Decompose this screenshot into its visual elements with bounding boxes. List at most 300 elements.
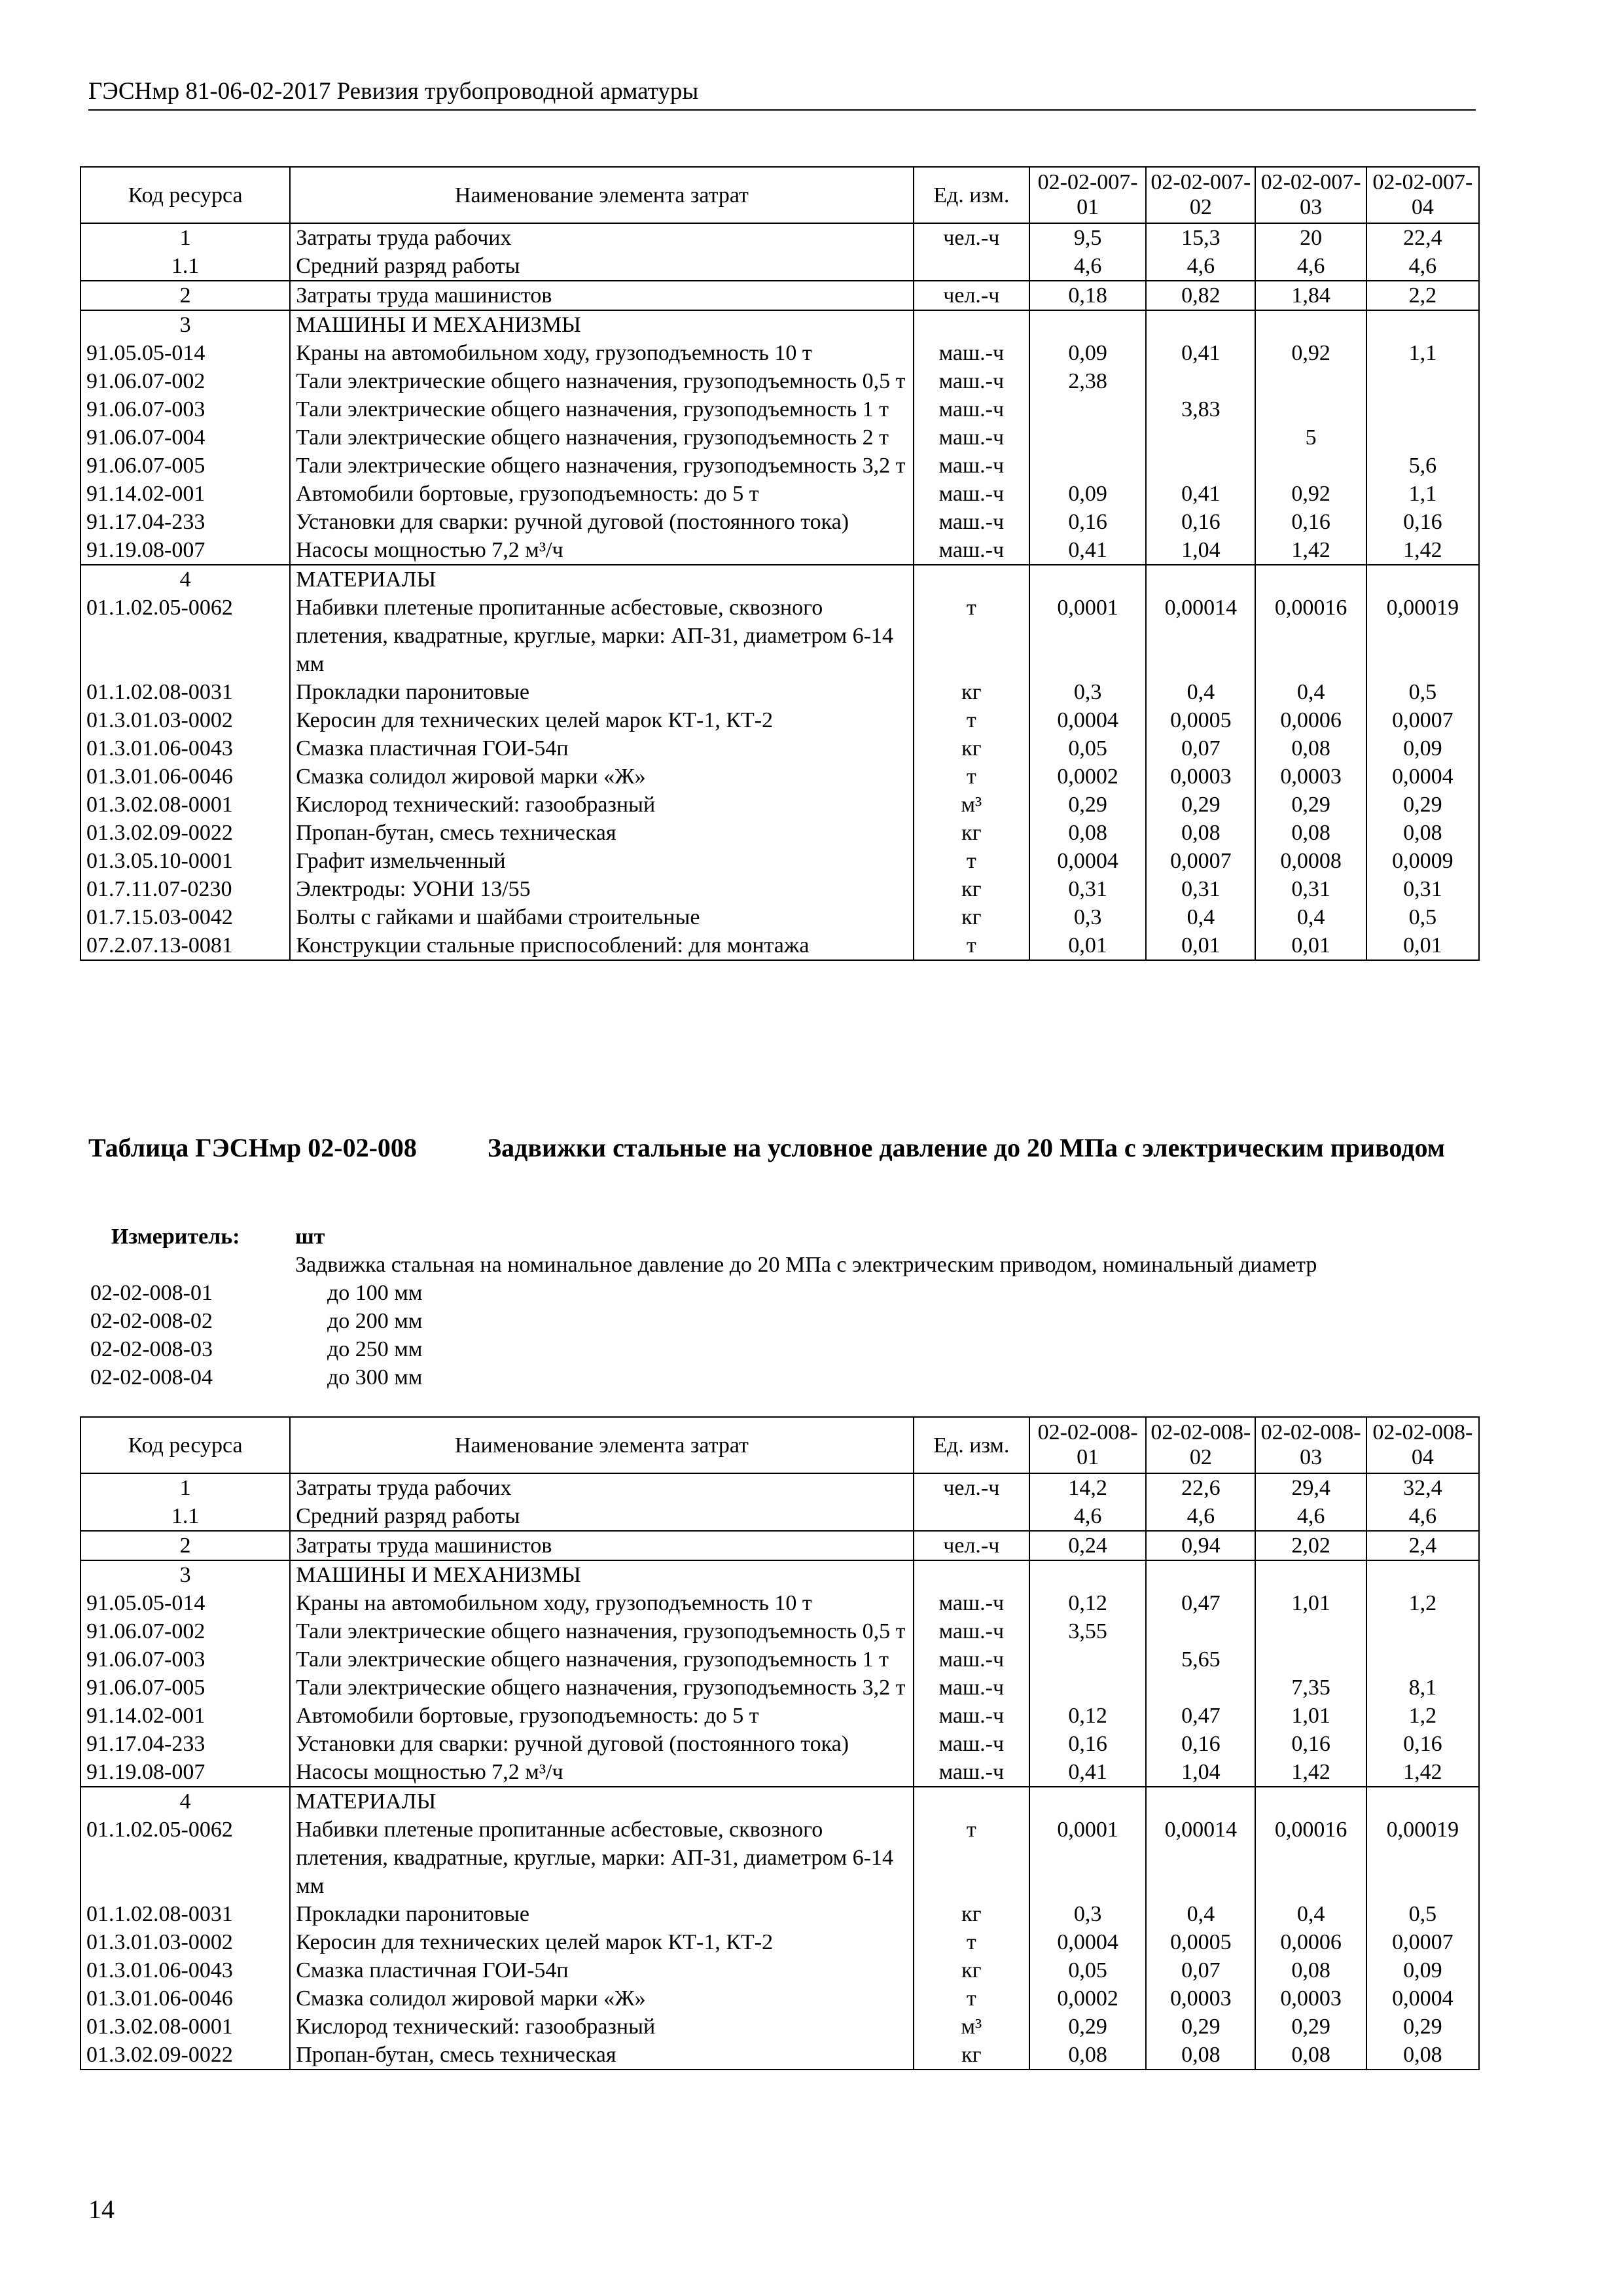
value-cell: 1,42 — [1366, 1758, 1479, 1787]
value-cell: 1,1 — [1366, 339, 1479, 367]
unit-cell: маш.-ч — [914, 536, 1029, 565]
resource-name: Затраты труда машинистов — [290, 1531, 913, 1560]
resource-name: Автомобили бортовые, грузоподъемность: до 5 т — [290, 1702, 913, 1730]
resource-code: 91.14.02-001 — [80, 480, 290, 508]
value-cell: 1,01 — [1255, 1702, 1366, 1730]
value-cell: 15,3 — [1146, 223, 1255, 252]
table-row — [80, 2041, 1479, 2070]
value-cell: 0,08 — [1029, 819, 1146, 847]
unit-cell: маш.-ч — [914, 1702, 1029, 1730]
unit-cell: т — [914, 706, 1029, 734]
value-cell: 0,5 — [1366, 1900, 1479, 1928]
resource-code: 1 — [80, 223, 290, 252]
value-cell: 0,08 — [1366, 819, 1479, 847]
table-row — [80, 1645, 1479, 1674]
resource-name: Керосин для технических целей марок КТ-1, КТ-2 — [290, 706, 913, 734]
table-row — [80, 734, 1479, 762]
value-cell: 1,84 — [1255, 281, 1366, 310]
resource-table-007 — [80, 166, 1480, 961]
unit-cell — [914, 310, 1029, 339]
unit-cell: т — [914, 1928, 1029, 1956]
value-cell: 0,07 — [1146, 1956, 1255, 1984]
value-cell: 0,00014 — [1146, 594, 1255, 678]
resource-code: 01.3.02.09-0022 — [80, 2041, 290, 2070]
resource-code: 07.2.07.13-0081 — [80, 931, 290, 960]
unit-cell: маш.-ч — [914, 1730, 1029, 1758]
value-cell — [1146, 452, 1255, 480]
value-cell: 5,6 — [1366, 452, 1479, 480]
value-cell: 4,6 — [1029, 1502, 1146, 1531]
value-cell: 4,6 — [1029, 252, 1146, 281]
value-cell — [1255, 367, 1366, 395]
column-header: 02-02-007-03 — [1255, 167, 1366, 223]
resource-name: Затраты труда рабочих — [290, 1473, 913, 1502]
value-cell: 0,31 — [1146, 875, 1255, 903]
table-row — [80, 508, 1479, 536]
value-cell: 0,82 — [1146, 281, 1255, 310]
column-header: Ед. изм. — [914, 1417, 1029, 1473]
resource-name: Затраты труда рабочих — [290, 223, 913, 252]
value-cell — [1366, 367, 1479, 395]
value-cell: 0,92 — [1255, 339, 1366, 367]
table-row — [80, 339, 1479, 367]
resource-name: Смазка солидол жировой марки «Ж» — [290, 1984, 913, 2013]
resource-code: 1.1 — [80, 252, 290, 281]
value-cell: 0,00019 — [1366, 1816, 1479, 1900]
value-cell — [1146, 423, 1255, 452]
table-row — [80, 1984, 1479, 2013]
value-cell — [1366, 1617, 1479, 1645]
table-row — [80, 1787, 1479, 1816]
value-cell: 0,01 — [1366, 931, 1479, 960]
value-cell: 1,42 — [1255, 536, 1366, 565]
table-row — [80, 678, 1479, 706]
resource-name: Электроды: УОНИ 13/55 — [290, 875, 913, 903]
unit-cell: кг — [914, 1956, 1029, 1984]
value-cell: 0,31 — [1366, 875, 1479, 903]
resource-name: МАТЕРИАЛЫ — [290, 565, 913, 594]
resource-table-008 — [80, 1416, 1480, 2070]
value-cell — [1029, 310, 1146, 339]
measure-item-code: 02-02-008-02 — [90, 1309, 213, 1333]
column-header: Наименование элемента затрат — [290, 167, 913, 223]
resource-code: 2 — [80, 1531, 290, 1560]
column-header: 02-02-008-04 — [1366, 1417, 1479, 1473]
value-cell: 0,12 — [1029, 1589, 1146, 1617]
value-cell: 0,0006 — [1255, 1928, 1366, 1956]
value-cell: 0,94 — [1146, 1531, 1255, 1560]
value-cell — [1146, 1674, 1255, 1702]
value-cell: 0,4 — [1255, 903, 1366, 931]
value-cell: 0,29 — [1029, 2013, 1146, 2041]
measure-item-text: до 250 мм — [327, 1337, 423, 1361]
value-cell — [1029, 452, 1146, 480]
value-cell: 0,05 — [1029, 734, 1146, 762]
resource-code: 01.3.02.08-0001 — [80, 791, 290, 819]
resource-code: 91.17.04-233 — [80, 508, 290, 536]
table-row — [80, 706, 1479, 734]
resource-name: Прокладки паронитовые — [290, 678, 913, 706]
unit-cell — [914, 1560, 1029, 1589]
value-cell: 0,29 — [1146, 791, 1255, 819]
resource-code: 3 — [80, 1560, 290, 1589]
resource-name: Насосы мощностью 7,2 м³/ч — [290, 536, 913, 565]
table-row — [80, 536, 1479, 565]
resource-code: 91.05.05-014 — [80, 339, 290, 367]
unit-cell: маш.-ч — [914, 480, 1029, 508]
value-cell — [1029, 1560, 1146, 1589]
value-cell: 0,16 — [1146, 1730, 1255, 1758]
resource-code: 91.19.08-007 — [80, 536, 290, 565]
value-cell: 0,08 — [1029, 2041, 1146, 2070]
unit-cell: т — [914, 847, 1029, 875]
unit-cell: т — [914, 1984, 1029, 2013]
value-cell: 0,05 — [1029, 1956, 1146, 1984]
value-cell: 0,01 — [1255, 931, 1366, 960]
resource-code: 01.3.01.06-0046 — [80, 1984, 290, 2013]
resource-name: Тали электрические общего назначения, грузоподъемность 2 т — [290, 423, 913, 452]
value-cell: 20 — [1255, 223, 1366, 252]
resource-code: 01.3.05.10-0001 — [80, 847, 290, 875]
unit-cell: маш.-ч — [914, 1645, 1029, 1674]
resource-name: МАШИНЫ И МЕХАНИЗМЫ — [290, 1560, 913, 1589]
unit-cell: кг — [914, 2041, 1029, 2070]
resource-code: 91.06.07-003 — [80, 1645, 290, 1674]
value-cell: 0,08 — [1255, 2041, 1366, 2070]
measure-unit: шт — [295, 1225, 325, 1249]
measure-item-code: 02-02-008-01 — [90, 1281, 213, 1305]
table-row — [80, 423, 1479, 452]
measure-label: Измеритель: — [111, 1225, 240, 1249]
value-cell — [1366, 1787, 1479, 1816]
column-header: 02-02-007-01 — [1029, 167, 1146, 223]
value-cell: 1,2 — [1366, 1589, 1479, 1617]
unit-cell: маш.-ч — [914, 423, 1029, 452]
value-cell: 0,3 — [1029, 903, 1146, 931]
table-row — [80, 847, 1479, 875]
table-row — [80, 565, 1479, 594]
table-row — [80, 1956, 1479, 1984]
value-cell: 0,09 — [1029, 480, 1146, 508]
value-cell: 22,6 — [1146, 1473, 1255, 1502]
resource-name: Краны на автомобильном ходу, грузоподъемность 10 т — [290, 339, 913, 367]
value-cell: 5 — [1255, 423, 1366, 452]
value-cell: 4,6 — [1255, 1502, 1366, 1531]
value-cell: 0,16 — [1255, 1730, 1366, 1758]
resource-name: Средний разряд работы — [290, 252, 913, 281]
unit-cell: т — [914, 1816, 1029, 1900]
value-cell: 0,4 — [1255, 1900, 1366, 1928]
value-cell: 0,29 — [1366, 791, 1479, 819]
table-row — [80, 1900, 1479, 1928]
table-row — [80, 1502, 1479, 1531]
value-cell — [1146, 1617, 1255, 1645]
resource-code: 91.17.04-233 — [80, 1730, 290, 1758]
value-cell: 2,2 — [1366, 281, 1479, 310]
value-cell — [1366, 1645, 1479, 1674]
unit-cell — [914, 1502, 1029, 1531]
value-cell: 0,0004 — [1029, 706, 1146, 734]
value-cell: 0,16 — [1029, 508, 1146, 536]
value-cell: 0,08 — [1255, 734, 1366, 762]
value-cell — [1366, 565, 1479, 594]
resource-name: Тали электрические общего назначения, грузоподъемность 1 т — [290, 1645, 913, 1674]
value-cell: 0,0004 — [1366, 1984, 1479, 2013]
measure-item-code: 02-02-008-04 — [90, 1365, 213, 1390]
table-header-row — [80, 167, 1479, 223]
resource-code: 2 — [80, 281, 290, 310]
unit-cell: маш.-ч — [914, 452, 1029, 480]
table-row — [80, 1758, 1479, 1787]
table-row — [80, 310, 1479, 339]
value-cell — [1255, 1617, 1366, 1645]
resource-code: 91.06.07-005 — [80, 452, 290, 480]
table-row — [80, 762, 1479, 791]
value-cell: 0,0003 — [1255, 1984, 1366, 2013]
value-cell: 0,0008 — [1255, 847, 1366, 875]
value-cell: 0,92 — [1255, 480, 1366, 508]
column-header: 02-02-008-03 — [1255, 1417, 1366, 1473]
value-cell: 0,16 — [1255, 508, 1366, 536]
resource-code: 4 — [80, 1787, 290, 1816]
value-cell: 2,02 — [1255, 1531, 1366, 1560]
table-row — [80, 1617, 1479, 1645]
value-cell: 2,4 — [1366, 1531, 1479, 1560]
table-row — [80, 903, 1479, 931]
value-cell — [1255, 1560, 1366, 1589]
resource-code: 01.1.02.05-0062 — [80, 1816, 290, 1900]
resource-name: Кислород технический: газообразный — [290, 2013, 913, 2041]
table-row — [80, 281, 1479, 310]
value-cell: 4,6 — [1146, 1502, 1255, 1531]
value-cell: 0,0007 — [1146, 847, 1255, 875]
resource-code: 91.06.07-004 — [80, 423, 290, 452]
table-row — [80, 1730, 1479, 1758]
resource-name: Набивки плетеные пропитанные асбестовые, сквозного плетения, квадратные, круглые, марки: АП-31, диаметром 6-14 мм — [290, 594, 913, 678]
column-header: Код ресурса — [80, 1417, 290, 1473]
value-cell — [1255, 310, 1366, 339]
value-cell: 8,1 — [1366, 1674, 1479, 1702]
value-cell: 0,0005 — [1146, 1928, 1255, 1956]
value-cell: 0,0003 — [1255, 762, 1366, 791]
resource-name: Кислород технический: газообразный — [290, 791, 913, 819]
value-cell: 0,0002 — [1029, 1984, 1146, 2013]
value-cell: 0,5 — [1366, 903, 1479, 931]
value-cell — [1146, 1560, 1255, 1589]
resource-name: Прокладки паронитовые — [290, 1900, 913, 1928]
unit-cell: маш.-ч — [914, 1589, 1029, 1617]
value-cell: 0,4 — [1146, 1900, 1255, 1928]
unit-cell: кг — [914, 903, 1029, 931]
table-row — [80, 791, 1479, 819]
table-row — [80, 819, 1479, 847]
resource-code: 91.14.02-001 — [80, 1702, 290, 1730]
value-cell: 0,00019 — [1366, 594, 1479, 678]
resource-name: МАТЕРИАЛЫ — [290, 1787, 913, 1816]
resource-name: Насосы мощностью 7,2 м³/ч — [290, 1758, 913, 1787]
value-cell: 1,04 — [1146, 536, 1255, 565]
resource-name: МАШИНЫ И МЕХАНИЗМЫ — [290, 310, 913, 339]
table-row — [80, 2013, 1479, 2041]
table-row — [80, 395, 1479, 423]
table-row — [80, 480, 1479, 508]
value-cell: 0,0009 — [1366, 847, 1479, 875]
column-header: 02-02-008-02 — [1146, 1417, 1255, 1473]
value-cell: 0,08 — [1366, 2041, 1479, 2070]
resource-code: 3 — [80, 310, 290, 339]
value-cell: 0,0006 — [1255, 706, 1366, 734]
value-cell — [1366, 423, 1479, 452]
value-cell — [1255, 395, 1366, 423]
unit-cell — [914, 565, 1029, 594]
unit-cell: т — [914, 594, 1029, 678]
unit-cell: маш.-ч — [914, 367, 1029, 395]
value-cell: 0,16 — [1029, 1730, 1146, 1758]
value-cell: 0,0004 — [1366, 762, 1479, 791]
value-cell: 0,29 — [1146, 2013, 1255, 2041]
resource-code: 01.3.01.03-0002 — [80, 1928, 290, 1956]
value-cell: 0,41 — [1146, 339, 1255, 367]
value-cell: 0,08 — [1146, 2041, 1255, 2070]
value-cell: 0,3 — [1029, 1900, 1146, 1928]
table-row — [80, 1674, 1479, 1702]
value-cell: 0,4 — [1146, 903, 1255, 931]
value-cell: 0,41 — [1029, 1758, 1146, 1787]
resource-code: 91.19.08-007 — [80, 1758, 290, 1787]
resource-code: 4 — [80, 565, 290, 594]
value-cell — [1029, 1645, 1146, 1674]
value-cell: 0,08 — [1255, 819, 1366, 847]
value-cell: 4,6 — [1366, 1502, 1479, 1531]
table-row — [80, 875, 1479, 903]
value-cell — [1366, 395, 1479, 423]
value-cell — [1366, 1560, 1479, 1589]
value-cell — [1255, 1645, 1366, 1674]
measure-item-code: 02-02-008-03 — [90, 1337, 213, 1361]
resource-code: 01.3.01.06-0043 — [80, 1956, 290, 1984]
value-cell: 0,31 — [1029, 875, 1146, 903]
resource-code: 01.3.01.06-0046 — [80, 762, 290, 791]
resource-code: 91.06.07-003 — [80, 395, 290, 423]
value-cell: 0,16 — [1366, 1730, 1479, 1758]
value-cell — [1029, 1674, 1146, 1702]
value-cell: 0,3 — [1029, 678, 1146, 706]
value-cell — [1366, 310, 1479, 339]
resource-name: Средний разряд работы — [290, 1502, 913, 1531]
value-cell: 1,1 — [1366, 480, 1479, 508]
value-cell: 0,0007 — [1366, 1928, 1479, 1956]
resource-code: 01.1.02.08-0031 — [80, 1900, 290, 1928]
value-cell: 0,29 — [1255, 2013, 1366, 2041]
value-cell: 0,4 — [1146, 678, 1255, 706]
resource-name: Автомобили бортовые, грузоподъемность: до 5 т — [290, 480, 913, 508]
unit-cell — [914, 1787, 1029, 1816]
table-row — [80, 1560, 1479, 1589]
unit-cell: кг — [914, 734, 1029, 762]
resource-name: Набивки плетеные пропитанные асбестовые, сквозного плетения, квадратные, круглые, марки: АП-31, диаметром 6-14 мм — [290, 1816, 913, 1900]
resource-name: Тали электрические общего назначения, грузоподъемность 0,5 т — [290, 1617, 913, 1645]
unit-cell: маш.-ч — [914, 1674, 1029, 1702]
resource-code: 01.1.02.08-0031 — [80, 678, 290, 706]
value-cell: 0,09 — [1366, 734, 1479, 762]
resource-code: 01.7.15.03-0042 — [80, 903, 290, 931]
value-cell: 0,0001 — [1029, 594, 1146, 678]
resource-name: Установки для сварки: ручной дуговой (постоянного тока) — [290, 508, 913, 536]
table-row — [80, 452, 1479, 480]
value-cell: 7,35 — [1255, 1674, 1366, 1702]
value-cell: 0,29 — [1366, 2013, 1479, 2041]
unit-cell: т — [914, 762, 1029, 791]
resource-name: Установки для сварки: ручной дуговой (постоянного тока) — [290, 1730, 913, 1758]
value-cell: 0,29 — [1255, 791, 1366, 819]
unit-cell: кг — [914, 875, 1029, 903]
value-cell — [1146, 367, 1255, 395]
resource-code: 91.06.07-002 — [80, 367, 290, 395]
measure-item-text: до 300 мм — [327, 1365, 423, 1390]
value-cell — [1029, 565, 1146, 594]
resource-name: Тали электрические общего назначения, грузоподъемность 1 т — [290, 395, 913, 423]
measure-item-text: до 200 мм — [327, 1309, 423, 1333]
value-cell: 1,2 — [1366, 1702, 1479, 1730]
resource-code: 1 — [80, 1473, 290, 1502]
column-header: 02-02-008-01 — [1029, 1417, 1146, 1473]
unit-cell: чел.-ч — [914, 281, 1029, 310]
value-cell: 0,12 — [1029, 1702, 1146, 1730]
value-cell: 0,00014 — [1146, 1816, 1255, 1900]
value-cell: 0,01 — [1146, 931, 1255, 960]
column-header: Наименование элемента затрат — [290, 1417, 913, 1473]
resource-code: 01.3.02.08-0001 — [80, 2013, 290, 2041]
value-cell: 0,16 — [1146, 508, 1255, 536]
value-cell: 0,0001 — [1029, 1816, 1146, 1900]
resource-name: Пропан-бутан, смесь техническая — [290, 2041, 913, 2070]
resource-name: Смазка пластичная ГОИ-54п — [290, 734, 913, 762]
table-row — [80, 931, 1479, 960]
table-row — [80, 1702, 1479, 1730]
value-cell: 32,4 — [1366, 1473, 1479, 1502]
value-cell: 0,08 — [1255, 1956, 1366, 1984]
resource-name: Затраты труда машинистов — [290, 281, 913, 310]
value-cell: 9,5 — [1029, 223, 1146, 252]
value-cell — [1255, 452, 1366, 480]
value-cell: 0,07 — [1146, 734, 1255, 762]
resource-name: Графит измельченный — [290, 847, 913, 875]
resource-name: Тали электрические общего назначения, грузоподъемность 3,2 т — [290, 1674, 913, 1702]
measure-item-text: до 100 мм — [327, 1281, 423, 1305]
table-row — [80, 1816, 1479, 1900]
value-cell: 4,6 — [1255, 252, 1366, 281]
value-cell: 0,0002 — [1029, 762, 1146, 791]
unit-cell: чел.-ч — [914, 1531, 1029, 1560]
value-cell: 0,24 — [1029, 1531, 1146, 1560]
value-cell — [1029, 395, 1146, 423]
value-cell: 0,16 — [1366, 508, 1479, 536]
value-cell: 0,0003 — [1146, 762, 1255, 791]
value-cell: 0,00016 — [1255, 1816, 1366, 1900]
value-cell: 0,0004 — [1029, 847, 1146, 875]
value-cell: 0,0005 — [1146, 706, 1255, 734]
resource-name: Тали электрические общего назначения, грузоподъемность 0,5 т — [290, 367, 913, 395]
column-header: Код ресурса — [80, 167, 290, 223]
value-cell: 29,4 — [1255, 1473, 1366, 1502]
value-cell: 2,38 — [1029, 367, 1146, 395]
unit-cell — [914, 252, 1029, 281]
table-row — [80, 252, 1479, 281]
value-cell: 1,42 — [1255, 1758, 1366, 1787]
value-cell — [1146, 1787, 1255, 1816]
resource-name: Тали электрические общего назначения, грузоподъемность 3,2 т — [290, 452, 913, 480]
value-cell: 3,83 — [1146, 395, 1255, 423]
